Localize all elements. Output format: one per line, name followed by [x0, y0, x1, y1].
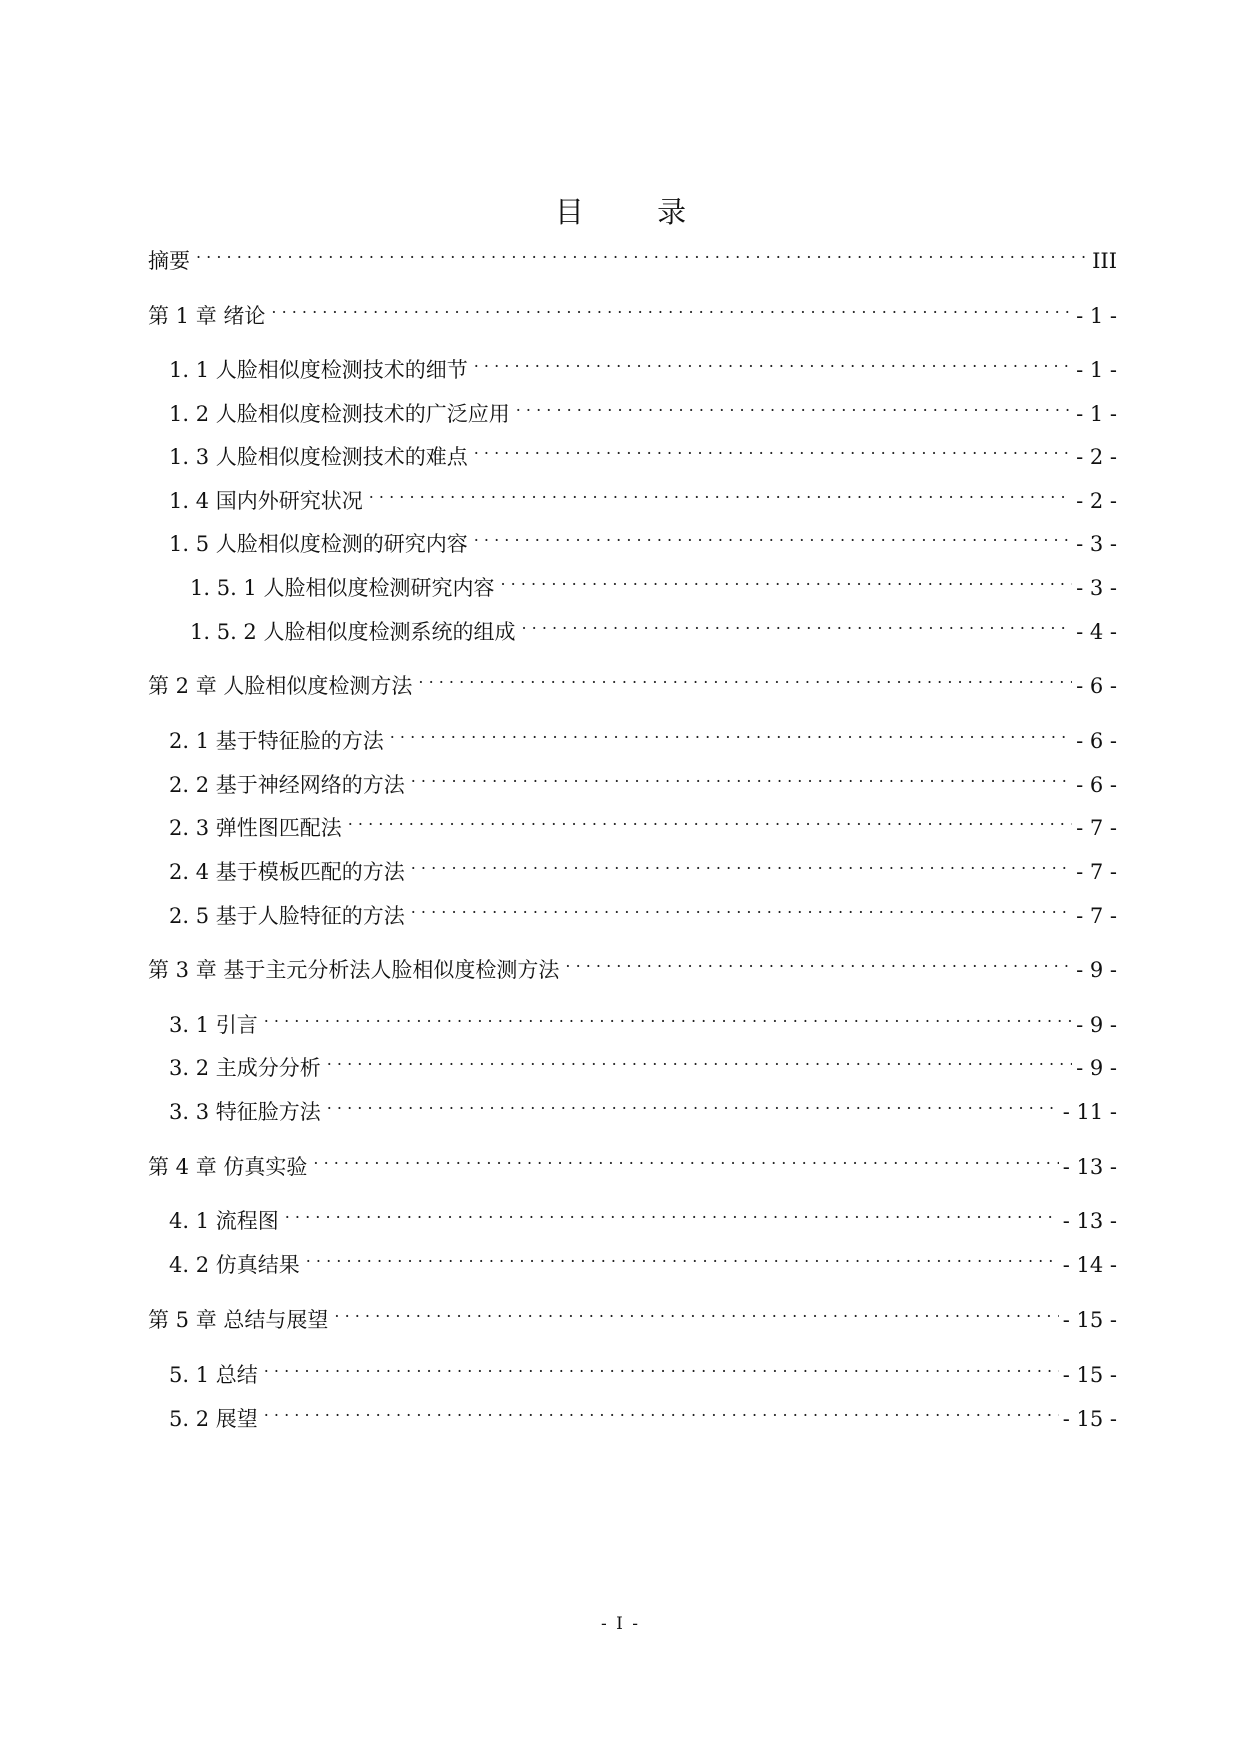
toc-entry[interactable]: [190, 609, 1117, 644]
page-title: 目 录: [554, 195, 719, 229]
toc-dot-leader: [474, 521, 1072, 551]
toc-entry-label: 第 2 章 人脸相似度检测方法: [148, 674, 413, 698]
toc-entry[interactable]: [169, 805, 1117, 840]
toc-dot-leader: [264, 1396, 1059, 1426]
toc-entry-page-number: - 7 -: [1076, 816, 1117, 840]
toc-entry-label: 摘要: [148, 249, 190, 273]
toc-dot-leader: [474, 434, 1072, 464]
toc-entry[interactable]: [148, 663, 1117, 698]
toc-entry[interactable]: [169, 718, 1117, 753]
toc-entry[interactable]: [169, 434, 1117, 469]
toc-entry-page-number: - 15 -: [1062, 1308, 1117, 1332]
toc-entry-label: 第 5 章 总结与展望: [148, 1308, 329, 1332]
toc-entry-page-number: - 4 -: [1076, 620, 1117, 644]
toc-entry-label: 第 3 章 基于主元分析法人脸相似度检测方法: [148, 958, 560, 982]
toc-dot-leader: [500, 565, 1072, 595]
toc-entry[interactable]: [169, 1089, 1117, 1124]
toc-entry-label: 2. 4 基于模板匹配的方法: [169, 860, 405, 884]
toc-entry-page-number: - 13 -: [1062, 1155, 1117, 1179]
toc-entry-page-number: III: [1092, 249, 1117, 273]
toc-entry-label: 1. 5. 1 人脸相似度检测研究内容: [190, 576, 495, 600]
toc-dot-leader: [411, 762, 1072, 792]
toc-dot-leader: [264, 1002, 1072, 1032]
toc-entry-label: 1. 3 人脸相似度检测技术的难点: [169, 445, 468, 469]
toc-dot-leader: [264, 1352, 1059, 1382]
toc-dot-leader: [418, 663, 1072, 693]
toc-entry[interactable]: [169, 347, 1117, 382]
toc-dot-leader: [411, 849, 1072, 879]
toc-entry-label: 1. 5. 2 人脸相似度检测系统的组成: [190, 620, 516, 644]
toc-dot-leader: [565, 947, 1072, 977]
toc-entry-label: 1. 1 人脸相似度检测技术的细节: [169, 358, 468, 382]
toc-entry-page-number: - 13 -: [1062, 1209, 1117, 1233]
toc-entry-page-number: - 6 -: [1076, 773, 1117, 797]
toc-entry[interactable]: [169, 1198, 1117, 1233]
toc-dot-leader: [474, 347, 1072, 377]
toc-entry[interactable]: [169, 1045, 1117, 1080]
toc-entry[interactable]: [169, 893, 1117, 928]
toc-dot-leader: [271, 293, 1072, 323]
toc-entry-page-number: - 15 -: [1062, 1363, 1117, 1387]
toc-entry[interactable]: [169, 762, 1117, 797]
toc-dot-leader: [285, 1198, 1059, 1228]
toc-entry[interactable]: [190, 565, 1117, 600]
toc-entry-page-number: - 9 -: [1076, 1013, 1117, 1037]
toc-entry-label: 4. 2 仿真结果: [169, 1253, 300, 1277]
toc-dot-leader: [327, 1045, 1072, 1075]
toc-entry-label: 第 1 章 绪论: [148, 304, 266, 328]
toc-dot-leader: [411, 893, 1072, 923]
toc-entry-page-number: - 9 -: [1076, 958, 1117, 982]
toc-entry-page-number: - 1 -: [1076, 402, 1117, 426]
toc-dot-leader: [369, 478, 1072, 508]
toc-entry-page-number: - 2 -: [1076, 489, 1117, 513]
toc-entry-page-number: - 3 -: [1076, 532, 1117, 556]
toc-entry-page-number: - 1 -: [1076, 358, 1117, 382]
toc-entry-label: 2. 1 基于特征脸的方法: [169, 729, 384, 753]
toc-entry-page-number: - 7 -: [1076, 904, 1117, 928]
toc-entry-page-number: - 6 -: [1076, 729, 1117, 753]
toc-entry-label: 3. 1 引言: [169, 1013, 258, 1037]
toc-dot-leader: [327, 1089, 1059, 1119]
toc-dot-leader: [196, 238, 1088, 268]
toc-entry-label: 5. 2 展望: [169, 1407, 258, 1431]
toc-entry[interactable]: [169, 849, 1117, 884]
toc-entry-label: 5. 1 总结: [169, 1363, 258, 1387]
toc-entry[interactable]: [148, 947, 1117, 982]
toc-entry-label: 2. 3 弹性图匹配法: [169, 816, 342, 840]
toc-dot-leader: [516, 391, 1072, 421]
toc-entry[interactable]: [148, 1144, 1117, 1179]
toc-entry[interactable]: [169, 478, 1117, 513]
toc-dot-leader: [313, 1144, 1058, 1174]
toc-entry[interactable]: [169, 1242, 1117, 1277]
toc-entry-page-number: - 15 -: [1062, 1407, 1117, 1431]
toc-entry[interactable]: [148, 293, 1117, 328]
toc-entry-label: 3. 3 特征脸方法: [169, 1100, 321, 1124]
toc-dot-leader: [306, 1242, 1059, 1272]
toc-entry-page-number: - 3 -: [1076, 576, 1117, 600]
toc-entry-page-number: - 2 -: [1076, 445, 1117, 469]
toc-entry-label: 2. 5 基于人脸特征的方法: [169, 904, 405, 928]
toc-entry[interactable]: [169, 391, 1117, 426]
toc-entry-label: 1. 2 人脸相似度检测技术的广泛应用: [169, 402, 510, 426]
toc-entry-label: 第 4 章 仿真实验: [148, 1155, 308, 1179]
toc-entry-label: 2. 2 基于神经网络的方法: [169, 773, 405, 797]
page-number-footer: - I -: [600, 1614, 640, 1634]
toc-entry[interactable]: [169, 1396, 1117, 1431]
toc-entry-page-number: - 9 -: [1076, 1056, 1117, 1080]
toc-dot-leader: [390, 718, 1072, 748]
toc-entry[interactable]: [169, 1002, 1117, 1037]
toc-entry-page-number: - 1 -: [1076, 304, 1117, 328]
toc-entry[interactable]: [148, 238, 1117, 273]
toc-entry-page-number: - 7 -: [1076, 860, 1117, 884]
toc-entry[interactable]: [148, 1297, 1117, 1332]
toc-dot-leader: [521, 609, 1072, 639]
toc-entry-page-number: - 14 -: [1062, 1253, 1117, 1277]
toc-entry[interactable]: [169, 521, 1117, 556]
toc-dot-leader: [348, 805, 1072, 835]
toc-entry-page-number: - 6 -: [1076, 674, 1117, 698]
toc-entry-label: 4. 1 流程图: [169, 1209, 279, 1233]
toc-entry-page-number: - 11 -: [1062, 1100, 1117, 1124]
toc-entry-label: 1. 5 人脸相似度检测的研究内容: [169, 532, 468, 556]
toc-entry[interactable]: [169, 1352, 1117, 1387]
toc-dot-leader: [334, 1297, 1058, 1327]
toc-entry-label: 1. 4 国内外研究状况: [169, 489, 363, 513]
toc-entry-label: 3. 2 主成分分析: [169, 1056, 321, 1080]
